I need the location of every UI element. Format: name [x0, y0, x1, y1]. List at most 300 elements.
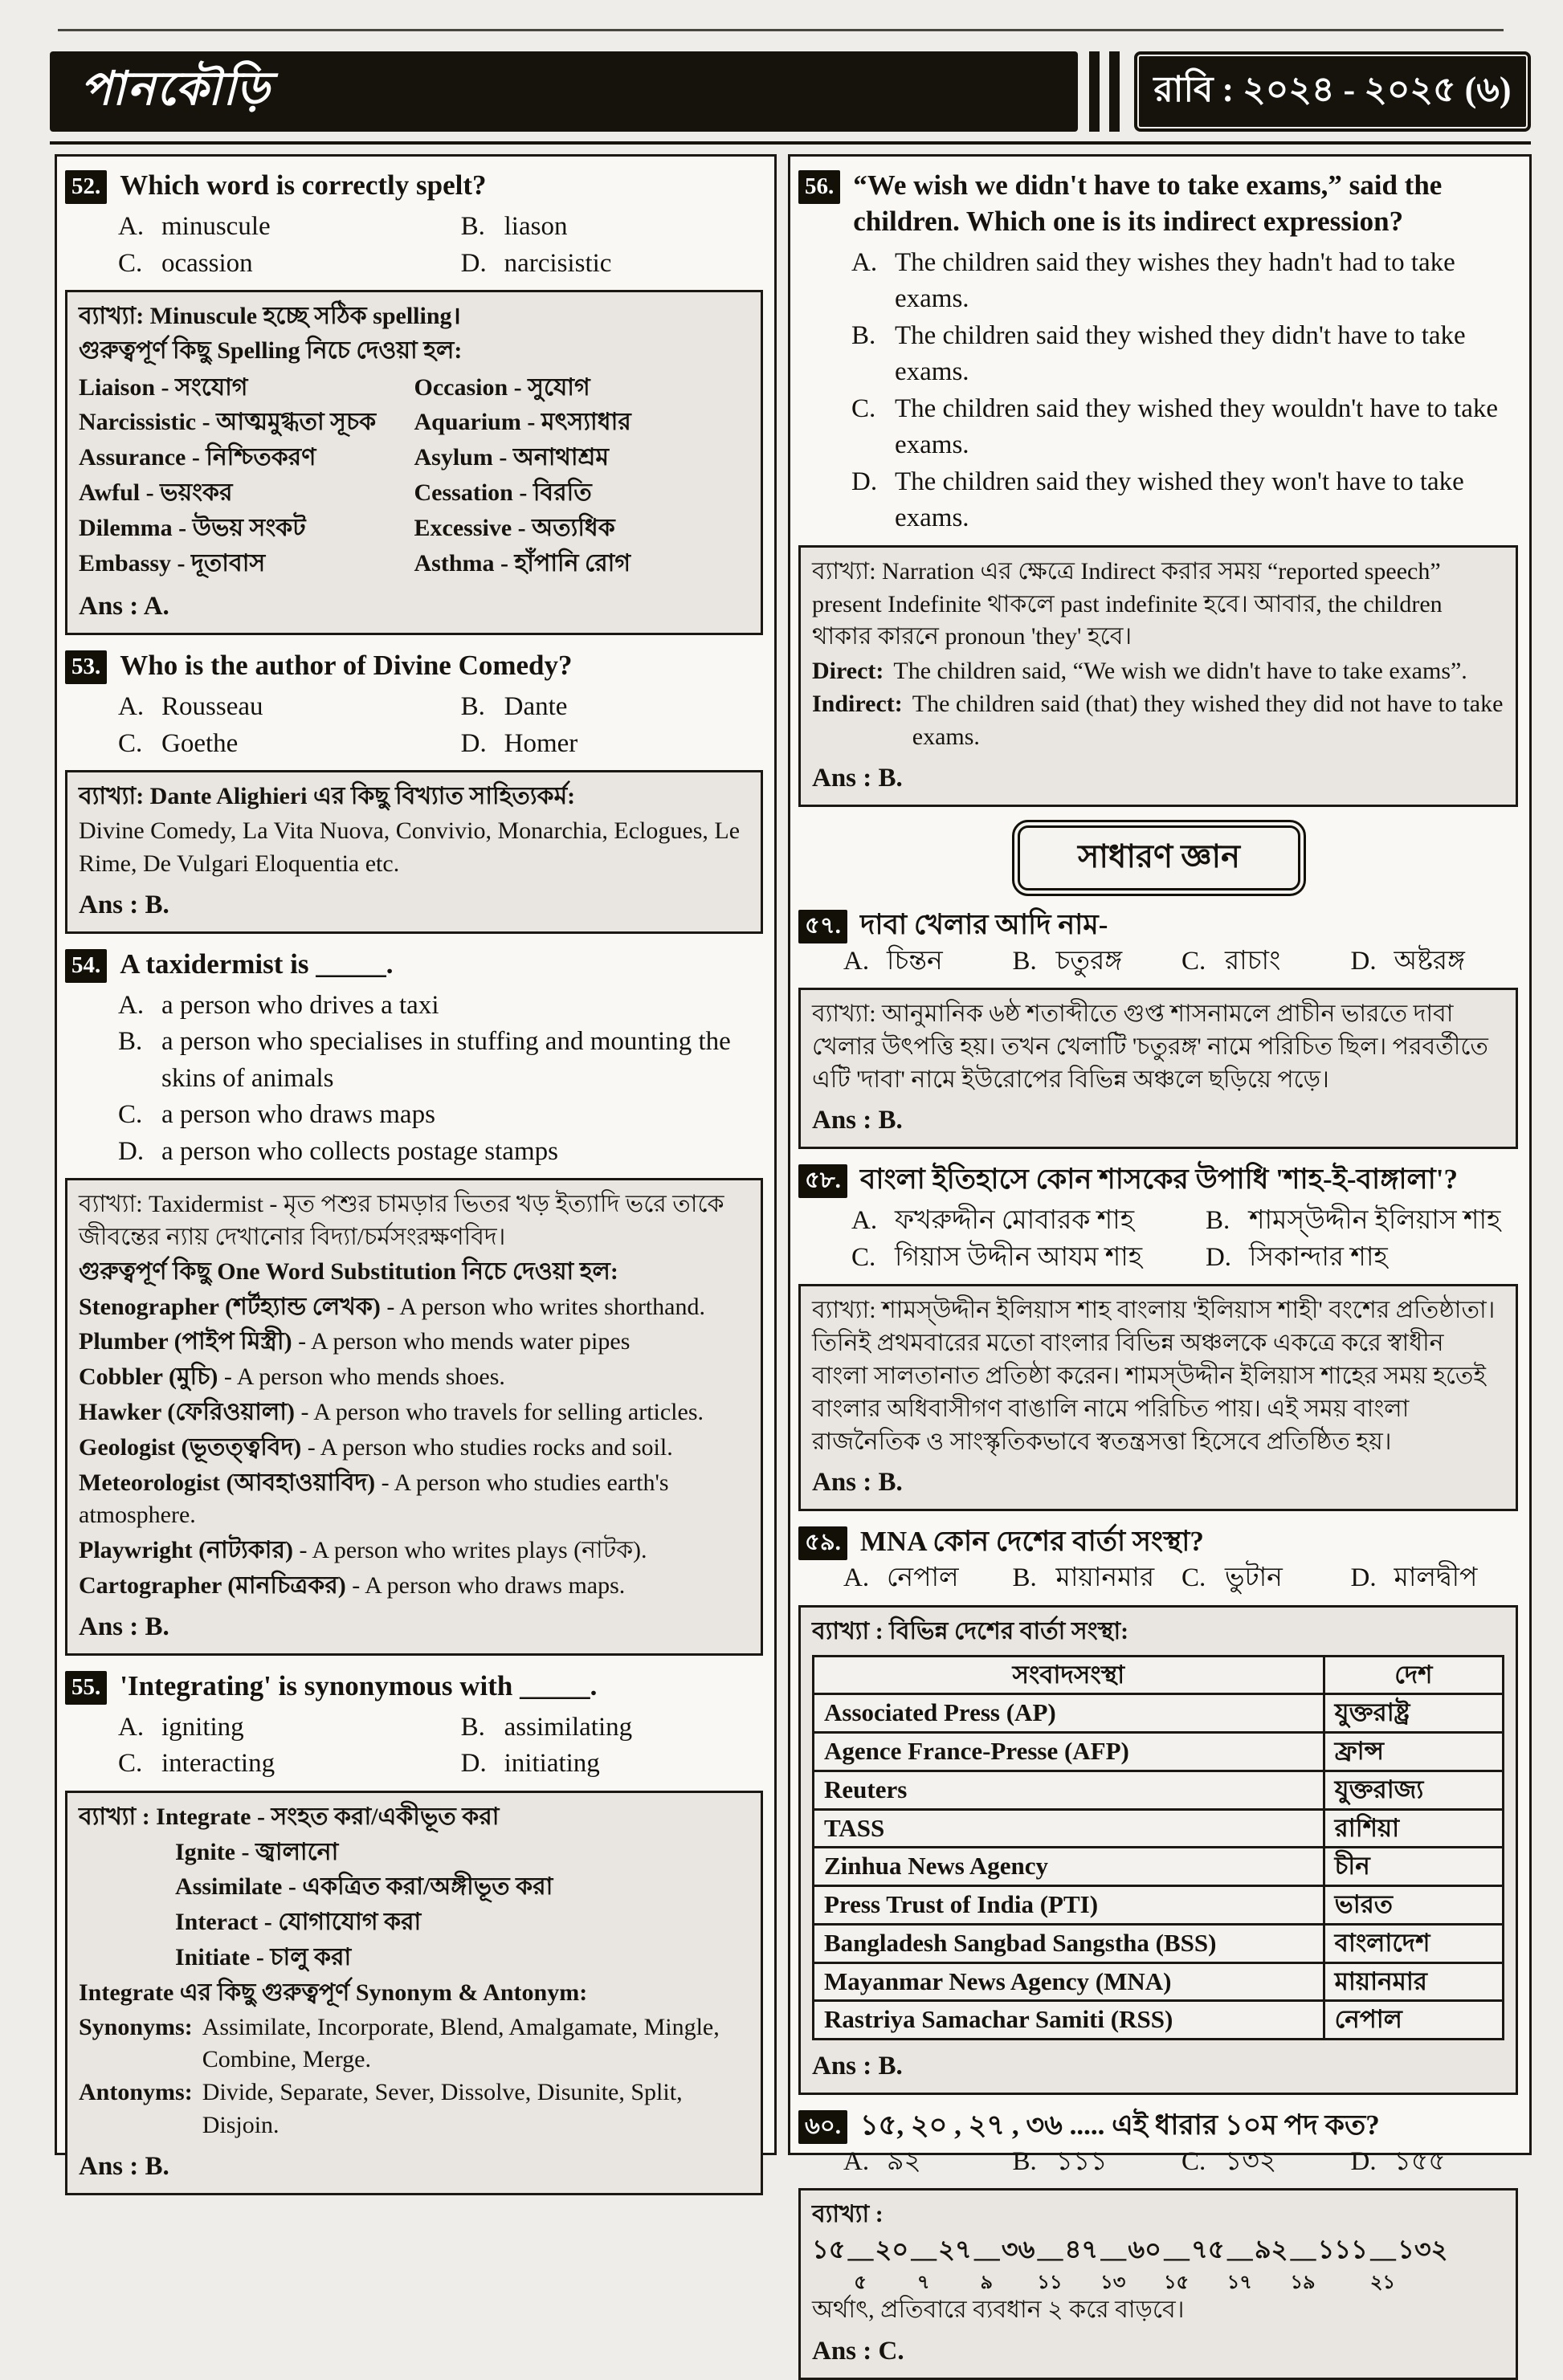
substitution-entry: [79, 1361, 749, 1394]
explanation-label: ব্যাখ্যা :: [812, 2201, 884, 2228]
option-label: D.: [1350, 2146, 1377, 2176]
synonyms-line: [79, 2011, 749, 2077]
answer-option: [843, 1560, 1013, 1597]
sequence-number: ২৭: [938, 2235, 972, 2264]
explanation-56: [798, 545, 1518, 807]
option-label: A.: [118, 692, 145, 722]
answer-option: [118, 689, 461, 726]
sequence-number: ১৩২: [1398, 2235, 1448, 2264]
explanation-subhead: গুরুত্বপূর্ণ কিছু One Word Substitution নিচে দেওয়া হল:: [79, 1257, 618, 1285]
option-text: গিয়াস উদ্দীন আযম শাহ: [895, 1242, 1143, 1272]
question-text: 'Integrating' is synonymous with _____.: [120, 1669, 598, 1701]
option-text: ১৩২: [1225, 2146, 1277, 2176]
answer-option: [1351, 943, 1520, 980]
option-label: B.: [118, 1027, 143, 1057]
answer-option: [461, 246, 765, 283]
sequence-number: ৭৫: [1191, 2235, 1225, 2264]
header-stripe: [1109, 51, 1120, 132]
header-stripe: [1089, 51, 1100, 132]
substitution-entry: [79, 1291, 749, 1324]
explanation-59: [798, 1605, 1518, 2095]
substitution-definition: A person who travels for selling articles.: [313, 1399, 704, 1426]
question-59-options: [843, 1560, 1520, 1597]
option-label: B.: [460, 1712, 485, 1742]
option-label: C.: [118, 1100, 143, 1130]
question-60-options: [843, 2144, 1520, 2181]
question-text: “We wish we didn't have to take exams,” said the children. Which one is its indirect expression?: [853, 169, 1443, 237]
answer-option: [1351, 2144, 1520, 2181]
substitution-term: Meteorologist (আবহাওয়াবিদ): [79, 1469, 376, 1496]
question-55-head: [65, 1669, 765, 1705]
table-row: [814, 1962, 1504, 2001]
option-text: Goethe: [161, 728, 239, 758]
answer-line: Ans : B.: [812, 763, 903, 793]
explanation-intro: ব্যাখ্যা: Taxidermist - মৃত পশুর চামড়ার ভিতর খড় ইত্যাদি ভরে তাকে জীবন্তের ন্যায় দেখানোর বিদ্যা/চর্মসংরক্ষণবিদ।: [79, 1191, 724, 1251]
sequence-difference: ৯: [980, 2272, 994, 2294]
question-55-options: [118, 1710, 765, 1783]
question-text: A taxidermist is _____.: [120, 948, 394, 980]
question-58-options: [851, 1203, 1520, 1276]
answer-line: Ans : A.: [79, 592, 169, 621]
answer-line: Ans : B.: [79, 2151, 169, 2181]
agency-cell: Bangladesh Sangbad Sangstha (BSS): [814, 1924, 1324, 1962]
question-number-badge: 56.: [798, 170, 840, 204]
question-56: [798, 168, 1520, 537]
question-number-badge: ৫৭.: [798, 910, 847, 943]
option-label: D.: [1205, 1242, 1232, 1272]
substitution-definition: A person who writes plays (নাটক).: [312, 1537, 647, 1564]
sequence-separator: [1100, 2236, 1125, 2292]
sequence-separator: [1290, 2236, 1315, 2292]
news-agency-table: [812, 1655, 1504, 2041]
table-row: [814, 1924, 1504, 1962]
answer-option: [851, 245, 1520, 318]
sequence-difference: ১১: [1037, 2272, 1063, 2294]
word-pair: Narcissistic - আত্মমুগ্ধতা সূচক: [79, 409, 377, 436]
option-label: D.: [1350, 946, 1377, 976]
table-header-agency: সংবাদসংস্থা: [814, 1656, 1324, 1694]
option-label: A.: [851, 1206, 878, 1236]
question-number-badge: ৬০.: [798, 2110, 847, 2144]
option-label: B.: [1012, 946, 1037, 976]
word-pair: Dilemma - উভয় সংকট: [79, 514, 306, 541]
indirect-label: Indirect:: [812, 691, 903, 718]
sequence-item: [875, 2236, 939, 2292]
dash-separator: -: [352, 1572, 365, 1600]
option-label: B.: [851, 320, 876, 350]
country-cell: চীন: [1324, 1848, 1503, 1886]
substitution-entry: [79, 1534, 749, 1567]
sequence-difference: ১৩: [1100, 2272, 1126, 2294]
agency-cell: TASS: [814, 1809, 1324, 1848]
country-cell: ভারত: [1324, 1886, 1503, 1925]
option-text: রাচাং: [1225, 946, 1281, 976]
substitution-entry: [79, 1432, 749, 1465]
word-meaning-list: [79, 1836, 749, 1975]
option-text: liason: [504, 212, 568, 241]
substitution-term: Cobbler (মুচি): [79, 1363, 218, 1391]
word-pair: Asylum - অনাথাশ্রম: [414, 444, 610, 471]
question-59: [798, 1524, 1520, 1597]
option-text: শামস্‌উদ্দীন ইলিয়াস শাহ: [1248, 1206, 1501, 1236]
question-54: [65, 947, 765, 1171]
word-pair: Asthma - হাঁপানি রোগ: [414, 549, 631, 577]
antonyms-line: [79, 2076, 749, 2142]
answer-option: [118, 988, 765, 1025]
dash-icon: —: [911, 2243, 937, 2272]
sequence-number: ৩৬: [1001, 2235, 1035, 2264]
option-text: initiating: [504, 1749, 600, 1779]
answer-option: [843, 943, 1013, 980]
header-rule: [50, 141, 1531, 145]
option-text: ocassion: [161, 248, 253, 278]
table-row: [814, 1886, 1504, 1925]
option-text: চিন্তন: [887, 946, 943, 976]
question-53-head: [65, 648, 765, 684]
option-text: narcisistic: [504, 248, 612, 278]
sequence-separator: [974, 2236, 999, 2292]
sequence-number: ৯২: [1254, 2235, 1288, 2264]
option-text: চতুরঙ্গ: [1055, 946, 1123, 976]
explanation-55: [65, 1791, 763, 2195]
left-column: [55, 154, 777, 2181]
option-label: C.: [1181, 946, 1206, 976]
answer-option: [851, 391, 1520, 464]
word-meaning: Initiate - চালু করা: [175, 1943, 352, 1970]
question-52-options: [118, 209, 765, 282]
dash-icon: —: [1370, 2243, 1395, 2272]
direct-speech-line: [812, 655, 1504, 688]
answer-option: [1351, 1560, 1520, 1597]
answer-option: [118, 726, 461, 763]
sequence-number: ১৫: [812, 2235, 846, 2264]
explanation-intro: ব্যাখ্যা: Narration এর ক্ষেত্রে Indirect করার সময় “reported speech” present Indefinite থাকলে past indefinite হবে। আবার, the children থাকার কারনে pronoun 'they' হবে।: [812, 557, 1443, 650]
answer-option: [1013, 943, 1182, 980]
agency-cell: Rastriya Samachar Samiti (RSS): [814, 2001, 1324, 2040]
sequence-number: ১১১: [1317, 2235, 1368, 2264]
sequence-item: [1318, 2236, 1398, 2292]
explanation-54: [65, 1178, 763, 1655]
dash-icon: —: [973, 2243, 999, 2272]
answer-option: [118, 1134, 765, 1171]
sequence-difference: ১৯: [1290, 2272, 1316, 2294]
answer-option: [461, 209, 765, 246]
option-label: A.: [843, 2146, 870, 2176]
synonym-antonym-header: Integrate এর কিছু গুরুত্বপূর্ণ Synonym & Antonym:: [79, 1979, 588, 2006]
sequence-separator: [911, 2236, 936, 2292]
option-text: ৯২: [887, 2146, 921, 2176]
option-label: A.: [118, 990, 145, 1020]
option-text: The children said they wishes they hadn't had to take exams.: [895, 247, 1455, 314]
option-text: a person who specialises in stuffing and mounting the skins of animals: [161, 1027, 731, 1093]
explanation-subhead: গুরুত্বপূর্ণ কিছু Spelling নিচে দেওয়া হল:: [79, 336, 463, 364]
answer-option: [1013, 2144, 1182, 2181]
sequence-item: [1398, 2236, 1452, 2264]
question-number-badge: 55.: [65, 1671, 107, 1705]
option-text: a person who collects postage stamps: [161, 1136, 558, 1166]
option-text: The children said they wished they wouldn't have to take exams.: [895, 393, 1498, 460]
question-text: Who is the author of Divine Comedy?: [120, 650, 573, 682]
option-label: B.: [1012, 2146, 1037, 2176]
option-label: D.: [118, 1136, 145, 1166]
option-text: মায়ানমার: [1055, 1563, 1155, 1593]
answer-option: [1181, 943, 1351, 980]
option-text: ভুটান: [1225, 1563, 1283, 1593]
question-58-head: [798, 1162, 1520, 1198]
answer-option: [461, 1710, 765, 1746]
sequence-separator: [1037, 2236, 1062, 2292]
answer-option: [851, 1240, 1206, 1277]
table-row: [814, 1694, 1504, 1733]
sequence-separator: [1370, 2236, 1395, 2292]
answer-option: [1181, 1560, 1351, 1597]
dash-icon: —: [847, 2243, 873, 2272]
substitution-definition: A person who mends water pipes: [310, 1328, 631, 1355]
option-label: C.: [1181, 2146, 1206, 2176]
edition-box: [1134, 51, 1531, 132]
option-label: D.: [851, 467, 878, 496]
brand-title: পানকৌড়ি: [80, 62, 271, 115]
option-label: D.: [460, 728, 487, 758]
word-meaning: Interact - যোগাযোগ করা: [175, 1909, 422, 1936]
question-text: ১৫, ২০ , ২৭ , ৩৬ ..... এই ধারার ১০ম পদ কত?: [859, 2109, 1380, 2141]
table-row: [814, 1771, 1504, 1809]
question-57-options: [843, 943, 1520, 980]
agency-cell: Reuters: [814, 1771, 1324, 1809]
answer-option: [1206, 1203, 1520, 1240]
option-label: C.: [851, 393, 876, 423]
sequence-difference: ১৫: [1163, 2272, 1190, 2294]
substitution-term: Cartographer (মানচিত্রকর): [79, 1572, 346, 1600]
sequence-item: [1191, 2236, 1255, 2292]
question-57: [798, 907, 1520, 980]
answer-line: Ans : C.: [812, 2337, 904, 2366]
substitution-entry: [79, 1570, 749, 1603]
sequence-number: ৪৭: [1064, 2235, 1099, 2264]
question-57-head: [798, 907, 1520, 943]
answer-option: [461, 726, 765, 763]
agency-cell: Mayanmar News Agency (MNA): [814, 1962, 1324, 2001]
question-55: [65, 1669, 765, 1783]
option-label: D.: [460, 1749, 487, 1779]
option-label: C.: [118, 248, 143, 278]
dash-icon: —: [1290, 2243, 1316, 2272]
explanation-58: [798, 1284, 1518, 1511]
explanation-note: অর্থাৎ, প্রতিবারে ব্যবধান ২ করে বাড়বে।: [812, 2296, 1185, 2324]
sequence-separator: [1227, 2236, 1252, 2292]
country-cell: রাশিয়া: [1324, 1809, 1503, 1848]
option-text: ১৫৫: [1394, 2146, 1446, 2176]
question-56-head: [798, 168, 1520, 240]
substitution-definition: A person who studies earth's atmosphere.: [79, 1469, 669, 1529]
explanation-60: [798, 2188, 1518, 2379]
country-cell: বাংলাদেশ: [1324, 1924, 1503, 1962]
table-header-country: দেশ: [1324, 1656, 1503, 1694]
question-52: [65, 168, 765, 282]
dash-separator: -: [386, 1293, 400, 1320]
sequence-difference: ২১: [1369, 2272, 1396, 2294]
substitution-definition: A person who writes shorthand.: [399, 1293, 705, 1320]
country-cell: ফ্রান্স: [1324, 1733, 1503, 1771]
number-sequence: [812, 2236, 1504, 2292]
edition-title: রাবি : ২০২৪ - ২০২৫ (৬): [1153, 69, 1512, 109]
answer-option: [118, 1097, 765, 1134]
agency-cell: Press Trust of India (PTI): [814, 1886, 1324, 1925]
question-number-badge: 52.: [65, 170, 107, 204]
substitution-term: Hawker (ফেরিওয়ালা): [79, 1399, 295, 1426]
explanation-body: Divine Comedy, La Vita Nuova, Convivio, Monarchia, Eclogues, Le Rime, De Vulgari Eloquentia etc.: [79, 817, 741, 877]
explanation-intro: ব্যাখ্যা : Integrate - সংহত করা/একীভূত করা: [79, 1803, 500, 1830]
dash-icon: —: [1100, 2243, 1126, 2272]
answer-line: Ans : B.: [812, 1106, 903, 1135]
option-label: A.: [851, 247, 878, 277]
question-58: [798, 1162, 1520, 1276]
dash-separator: -: [223, 1363, 237, 1391]
question-number-badge: ৫৯.: [798, 1526, 847, 1560]
substitution-entry: [79, 1396, 749, 1429]
sequence-item: [1128, 2236, 1191, 2292]
answer-option: [118, 1710, 461, 1746]
word-meaning: Ignite - জ্বালানো: [175, 1838, 339, 1865]
word-pair: Embassy - দূতাবাস: [79, 549, 266, 577]
question-54-options: [118, 988, 765, 1171]
question-53-options: [118, 689, 765, 762]
spelling-pairs-left: [79, 369, 414, 583]
country-cell: যুক্তরাষ্ট্র: [1324, 1694, 1503, 1733]
explanation-intro: ব্যাখ্যা : বিভিন্ন দেশের বার্তা সংস্থা:: [812, 1617, 1129, 1644]
synonyms-text: Assimilate, Incorporate, Blend, Amalgamate, Mingle, Combine, Merge.: [202, 2013, 720, 2073]
explanation-body: ব্যাখ্যা: শামস্‌উদ্দীন ইলিয়াস শাহ বাংলায় 'ইলিয়াস শাহী' বংশের প্রতিষ্ঠাতা। তিনিই প্রথমবারের মতো বাংলার বিভিন্ন অঞ্চলকে একত্রে করে স্বাধীন বাংলা সালতানাত প্রতিষ্ঠা করেন। শামস্‌উদ্দীন ইলিয়াস শাহের সময় হতেই বাংলার অধিবাসীগণ বাঙালি নামে পরিচিত পায়। এই সময় বাংলা রাজনৈতিক ও সাংস্কৃতিকভাবে স্বতন্ত্রসত্তা হিসেবে প্রতিষ্ঠিত হয়।: [812, 1297, 1496, 1455]
substitution-entry: [79, 1326, 749, 1359]
question-60-head: [798, 2108, 1520, 2144]
country-cell: যুক্তরাজ্য: [1324, 1771, 1503, 1809]
option-label: C.: [118, 728, 143, 758]
question-number-badge: ৫৮.: [798, 1164, 847, 1198]
table-row: [814, 1733, 1504, 1771]
answer-option: [118, 246, 461, 283]
question-text: MNA কোন দেশের বার্তা সংস্থা?: [859, 1526, 1204, 1558]
explanation-intro: ব্যাখ্যা: Minuscule হচ্ছে সঠিক spelling।: [79, 303, 461, 330]
dash-separator: -: [298, 1328, 311, 1355]
direct-label: Direct:: [812, 658, 884, 685]
table-header-row: [814, 1656, 1504, 1694]
sequence-separator: [1164, 2236, 1189, 2292]
synonyms-label: Synonyms:: [79, 2013, 193, 2040]
word-pair: Occasion - সুযোগ: [414, 373, 590, 401]
answer-option: [118, 1024, 765, 1097]
substitution-term: Geologist (ভূতত্ত্ববিদ): [79, 1433, 302, 1461]
word-pair: Cessation - বিরতি: [414, 479, 592, 507]
answer-option: [1181, 2144, 1351, 2181]
option-text: The children said they wished they won't have to take exams.: [895, 467, 1464, 533]
option-text: মালদ্বীপ: [1394, 1563, 1478, 1593]
brand-bar: [50, 51, 1078, 132]
option-text: অষ্টরঙ্গ: [1394, 946, 1465, 976]
option-label: B.: [460, 212, 485, 241]
explanation-52: [65, 290, 763, 635]
table-row: [814, 1809, 1504, 1848]
option-text: নেপাল: [887, 1563, 959, 1593]
word-pair: Aquarium - মৎস্যাধার: [414, 409, 631, 436]
option-label: C.: [1181, 1563, 1206, 1593]
table-row: [814, 1848, 1504, 1886]
option-label: C.: [118, 1749, 143, 1779]
word-pair: Liaison - সংযোগ: [79, 373, 248, 401]
answer-option: [851, 318, 1520, 391]
substitution-term: Stenographer (শর্টহ্যান্ড লেখক): [79, 1293, 381, 1320]
option-text: a person who draws maps: [161, 1100, 435, 1130]
country-cell: নেপাল: [1324, 2001, 1503, 2040]
option-text: সিকান্দার শাহ: [1248, 1242, 1388, 1272]
explanation-57: [798, 988, 1518, 1149]
question-52-head: [65, 168, 765, 204]
option-text: a person who drives a taxi: [161, 990, 439, 1020]
answer-option: [843, 2144, 1013, 2181]
question-text: Which word is correctly spelt?: [120, 169, 487, 201]
question-54-head: [65, 947, 765, 983]
word-meaning: Assimilate - একত্রিত করা/অঙ্গীভূত করা: [175, 1873, 553, 1901]
option-label: B.: [1012, 1563, 1037, 1593]
option-text: interacting: [161, 1749, 275, 1779]
answer-line: Ans : B.: [79, 1612, 169, 1641]
substitution-entry: [79, 1467, 749, 1533]
option-text: igniting: [161, 1712, 244, 1742]
answer-line: Ans : B.: [812, 2052, 903, 2081]
dash-separator: -: [381, 1469, 394, 1496]
answer-line: Ans : B.: [812, 1468, 903, 1498]
spelling-pairs: [79, 369, 749, 583]
indirect-text: The children said (that) they wished they did not have to take exams.: [912, 691, 1504, 750]
word-pair: Excessive - অত্যধিক: [414, 514, 615, 541]
sequence-item: [1065, 2236, 1128, 2292]
direct-text: The children said, “We wish we didn't have to take exams”.: [893, 658, 1467, 685]
option-label: D.: [1350, 1563, 1377, 1593]
sequence-difference: ৫: [854, 2272, 867, 2294]
question-number-badge: 54.: [65, 949, 107, 983]
answer-option: [851, 464, 1520, 537]
option-text: ফখরুদ্দীন মোবারক শাহ: [895, 1206, 1135, 1236]
sequence-item: [812, 2236, 875, 2292]
dash-separator: -: [299, 1537, 312, 1564]
option-text: The children said they wished they didn't have to take exams.: [895, 320, 1466, 387]
explanation-53: [65, 770, 763, 933]
question-56-options: [851, 245, 1520, 537]
answer-option: [461, 689, 765, 726]
dash-icon: —: [1226, 2243, 1252, 2272]
option-text: assimilating: [504, 1712, 633, 1742]
answer-option: [1013, 1560, 1182, 1597]
option-text: Rousseau: [161, 692, 263, 722]
question-53: [65, 648, 765, 762]
table-row: [814, 2001, 1504, 2040]
answer-option: [118, 209, 461, 246]
answer-line: Ans : B.: [79, 890, 169, 919]
question-text: বাংলা ইতিহাসে কোন শাসকের উপাধি 'শাহ-ই-বাঙ্গালা'?: [859, 1164, 1459, 1196]
sequence-number: ৬০: [1128, 2235, 1161, 2264]
question-number-badge: 53.: [65, 650, 107, 684]
section-header-general-knowledge: সাধারণ জ্ঞান: [1012, 820, 1306, 896]
option-text: Dante: [504, 692, 568, 722]
sequence-item: [1002, 2236, 1065, 2292]
sequence-item: [1255, 2236, 1318, 2292]
dash-separator: -: [307, 1433, 320, 1461]
sequence-number: ২০: [875, 2235, 909, 2264]
agency-cell: Agence France-Presse (AFP): [814, 1733, 1324, 1771]
antonyms-text: Divide, Separate, Sever, Dissolve, Disunite, Split, Disjoin.: [202, 2079, 683, 2138]
news-agency-rows: [814, 1694, 1504, 2040]
answer-option: [851, 1203, 1206, 1240]
option-label: C.: [851, 1242, 876, 1272]
